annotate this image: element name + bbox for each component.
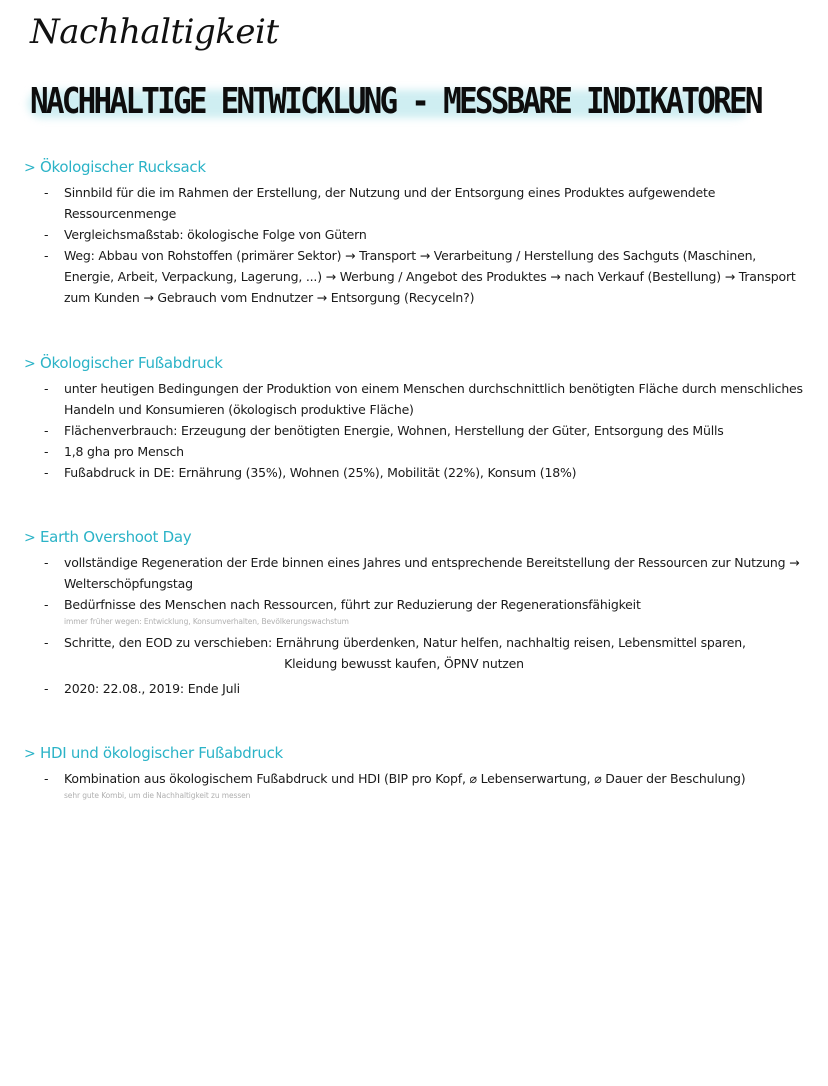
section-hdi-fussabdruck xyxy=(24,742,804,804)
list-item: - 2020: 22.08., 2019: Ende Juli xyxy=(44,681,240,696)
bullet-list xyxy=(24,632,804,699)
chevron-right-icon: > xyxy=(24,160,36,176)
section-heading: > HDI und ökologischer Fußabdruck xyxy=(24,742,804,764)
section-oekologischer-rucksack xyxy=(24,156,804,308)
list-item: - unter heutigen Bedingungen der Produktion von einem Menschen durchschnittlich benötigten Fläche durch menschliches Handeln und Konsumieren (ökologisch produktive Fläche) xyxy=(44,381,803,417)
list-item: - 1,8 gha pro Mensch xyxy=(44,444,184,459)
section-earth-overshoot-day xyxy=(24,526,804,699)
list-item: - Flächenverbrauch: Erzeugung der benötigten Energie, Wohnen, Herstellung der Güter, Entsorgung des Mülls xyxy=(44,423,724,438)
list-item: - Fußabdruck in DE: Ernährung (35%), Wohnen (25%), Mobilität (22%), Konsum (18%) xyxy=(44,465,577,480)
bullet-list xyxy=(24,378,804,483)
list-item: - Schritte, den EOD zu verschieben: Ernährung überdenken, Natur helfen, nachhaltig reisen, Lebensmittel sparen, Kleidung bewusst kaufen, ÖPNV nutzen xyxy=(44,635,746,671)
bullet-list xyxy=(24,552,804,615)
chevron-right-icon: > xyxy=(24,746,36,762)
list-item: - Vergleichsmaßstab: ökologische Folge von Gütern xyxy=(44,227,367,242)
section-oekologischer-fussabdruck xyxy=(24,352,804,483)
section-heading: > Ökologischer Rucksack xyxy=(24,156,804,178)
bullet-list xyxy=(24,182,804,308)
headline: NACHHALTIGE ENTWICKLUNG - MESSBARE INDIKATOREN xyxy=(30,81,761,122)
section-heading: > Earth Overshoot Day xyxy=(24,526,804,548)
list-item: - vollständige Regeneration der Erde binnen eines Jahres und entsprechende Bereitstellung der Ressourcen zur Nutzung → Welterschöpfungstag xyxy=(44,555,800,591)
list-item: - Kombination aus ökologischem Fußabdruck und HDI (BIP pro Kopf, ⌀ Lebenserwartung, ⌀ Dauer der Beschulung) xyxy=(44,771,746,786)
list-item: - Sinnbild für die im Rahmen der Erstellung, der Nutzung und der Entsorgung eines Produktes aufgewendete Ressourcenmenge xyxy=(44,185,716,221)
bullet-list xyxy=(24,768,804,789)
side-note: sehr gute Kombi, um die Nachhaltigkeit zu messen xyxy=(64,791,251,800)
chevron-right-icon: > xyxy=(24,530,36,546)
chevron-right-icon: > xyxy=(24,356,36,372)
section-heading: > Ökologischer Fußabdruck xyxy=(24,352,804,374)
page-title: Nachhaltigkeit xyxy=(30,12,279,52)
list-item: - Weg: Abbau von Rohstoffen (primärer Sektor) → Transport → Verarbeitung / Herstellung des Sachguts (Maschinen, Energie, Arbeit, Verpackung, Lagerung, ...) → Werbung / Angebot des Produktes → nach Verkauf (Bestellung) → Transport zum Kunden → Gebrauch vom Endnutzer → Entsorgung (Recyceln?) xyxy=(44,248,796,305)
list-item: - Bedürfnisse des Menschen nach Ressourcen, führt zur Reduzierung der Regenerationsfähigkeit xyxy=(44,597,641,612)
headline-banner xyxy=(26,78,761,128)
side-note: immer früher wegen: Entwicklung, Konsumverhalten, Bevölkerungswachstum xyxy=(64,617,349,626)
